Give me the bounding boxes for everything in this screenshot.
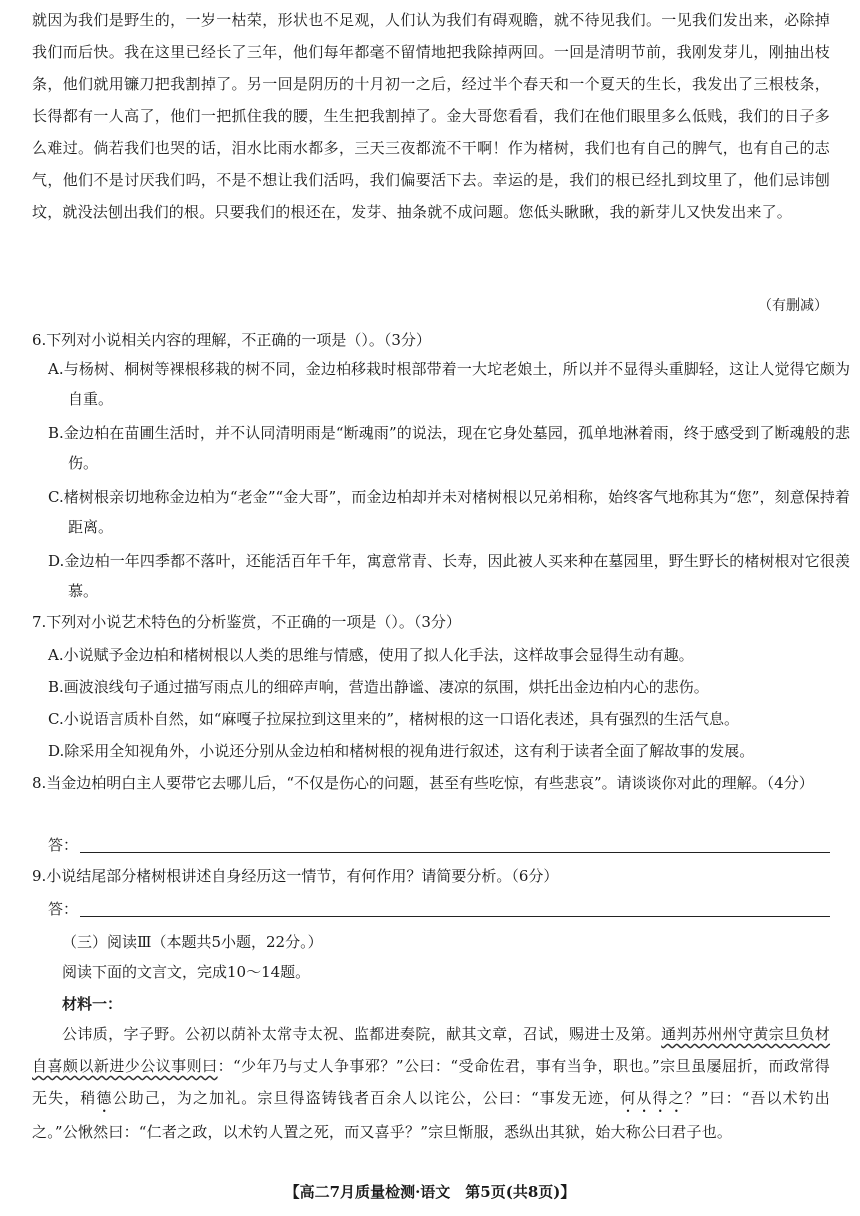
question-9-answer-row[interactable] <box>48 896 830 922</box>
section-3-heading: （三）阅读Ⅲ（本题共5小题，22分。） <box>62 933 323 951</box>
question-9-stem: 9.小说结尾部分楮树根讲述自身经历这一情节，有何作用？请简要分析。（6分） <box>32 867 559 885</box>
question-6-option-c: C.楮树根亲切地称金边柏为“老金”“金大哥”，而金边柏却并未对楮树根以兄弟相称，始终客气地称其为“您”，刻意保持着距离。 <box>48 488 850 536</box>
story-paragraph: 就因为我们是野生的，一岁一枯荣，形状也不足观，人们认为我们有碍观瞻，就不待见我们。一见我们发出来，必除掉我们而后快。我在这里已经长了三年，他们每年都毫不留情地把我除掉两回。一回是清明节前，我刚发芽儿，刚抽出枝条，他们就用镰刀把我割掉了。另一回是阴历的十月初一之后，经过半个春天和一个夏天的生长，我发出了三根枝条，长得都有一人高了，他们一把抓住我的腰，生生把我割掉了。金大哥您看看，我们在他们眼里多么低贱，我们的日子多么难过。倘若我们也哭的话，泪水比雨水都多，三天三夜都流不干啊！作为楮树，我们也有自己的脾气，也有自己的志气，他们不是讨厌我们吗，不是不想让我们活吗，我们偏要活下去。幸运的是，我们的根已经扎到坟里了，他们忌讳刨坟，就没法刨出我们的根。只要我们的根还在，发芽、抽条就不成问题。您低头瞅瞅，我的新芽儿又快发出来了。 <box>32 11 830 221</box>
classical-text-part-1: 公讳质，字子野。公初以荫补太常寺太祝、监都进奏院，献其文章，召试，赐进士及第。 <box>62 1025 662 1043</box>
question-8-stem: 8.当金边柏明白主人要带它去哪儿后，“不仅是伤心的问题，甚至有些吃惊，有些悲哀”。请谈谈你对此的理解。（4分） <box>32 774 814 792</box>
question-7-option-b: B.画波浪线句子通过描写雨点儿的细碎声响，营造出静谧、凄凉的氛围，烘托出金边柏内心的悲伤。 <box>48 678 709 696</box>
classical-text-part-4: ？”曰：“吾以术钓出之。”公愀然曰：“仁者之政，以术钓人置之死，而又喜乎？”宗旦惭服，悉纵出其狱，始大称公曰君子也。 <box>32 1089 831 1141</box>
page-footer: 【高二7月质量检测·语文 第5页(共8页)】 <box>284 1183 576 1201</box>
question-8-answer-row[interactable] <box>48 832 830 858</box>
question-9-answer-line[interactable] <box>80 896 830 917</box>
dotted-phrase-he-cong-de-zhi: 何从得之 <box>620 1089 685 1107</box>
question-8-answer-line[interactable] <box>80 832 830 853</box>
dotted-word-de: 德 <box>96 1089 113 1107</box>
classical-text-part-2: ：“少年乃与丈人争事邪？”公曰：“受命佐君，事有当争，职也。”宗旦虽屡屈折，而政常得无失，稍 <box>32 1057 830 1107</box>
question-7-option-a: A.小说赋予金边柏和楮树根以人类的思维与情感，使用了拟人化手法，这样故事会显得生动有趣。 <box>48 646 694 664</box>
classical-text-part-3: 公助己，为之加礼。宗旦得盗铸钱者百余人以诧公，公曰：“事发无迹， <box>112 1089 621 1107</box>
question-6-option-b: B.金边柏在苗圃生活时，并不认同清明雨是“断魂雨”的说法，现在它身处墓园，孤单地淋着雨，终于感受到了断魂般的悲伤。 <box>48 424 850 472</box>
wavy-underlined-sentence: 通判苏州州守黄宗旦负材自喜颇以新进少公议事则曰 <box>32 1025 831 1075</box>
question-6-stem: 6.下列对小说相关内容的理解，不正确的一项是（）。（3分） <box>32 331 431 349</box>
classical-chinese-text <box>32 1018 830 1148</box>
question-7-option-d: D.除采用全知视角外，小说还分别从金边柏和楮树根的视角进行叙述，这有利于读者全面了解故事的发展。 <box>48 742 755 760</box>
question-6-option-d: D.金边柏一年四季都不落叶，还能活百年千年，寓意常青、长寿，因此被人买来种在墓园里，野生野长的楮树根对它很羡慕。 <box>48 552 850 600</box>
section-3-instruction: 阅读下面的文言文，完成10～14题。 <box>62 963 311 981</box>
question-8-answer-label: 答： <box>48 836 79 854</box>
story-credit: （有删减） <box>758 298 828 314</box>
question-6-option-a: A.与杨树、桐树等裸根移栽的树不同，金边柏移栽时根部带着一大坨老娘土，所以并不显得头重脚轻，这让人觉得它颇为自重。 <box>48 360 850 408</box>
question-7-option-c: C.小说语言质朴自然，如“麻嘎子拉屎拉到这里来的”，楮树根的这一口语化表述，具有强烈的生活气息。 <box>48 710 740 728</box>
material-one-title: 材料一： <box>62 995 123 1013</box>
question-9-answer-label: 答： <box>48 900 79 918</box>
question-7-stem: 7.下列对小说艺术特色的分析鉴赏，不正确的一项是（）。（3分） <box>32 613 461 631</box>
